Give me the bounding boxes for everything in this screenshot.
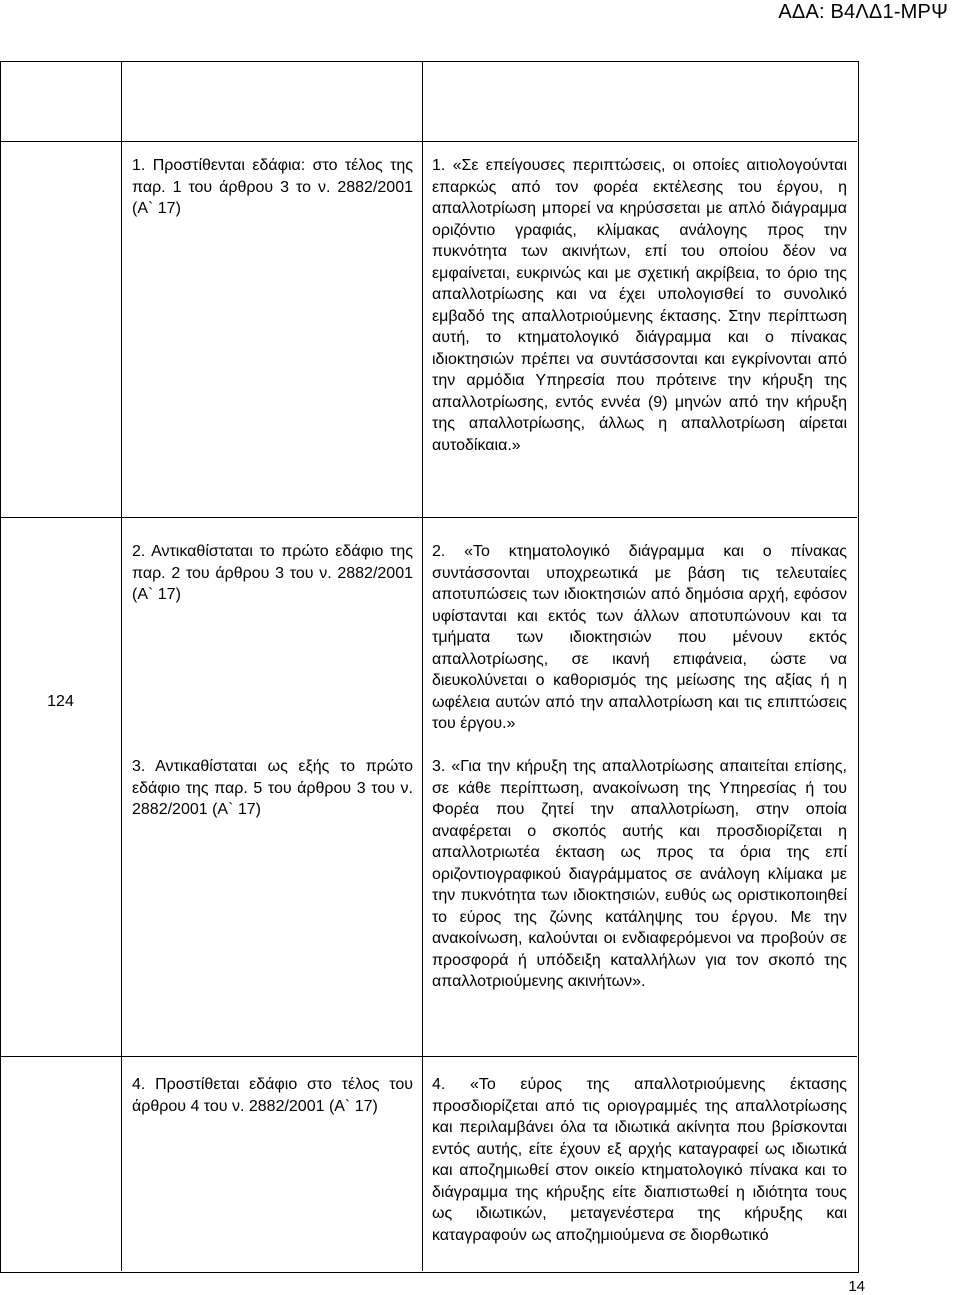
column-divider-2	[422, 61, 423, 1271]
row-divider	[0, 517, 857, 518]
amendment-3-text: 3. «Για την κήρυξη της απαλλοτρίωσης απαιτείται επίσης, σε κάθε περίπτωση, ανακοίνωση της Υπηρεσίας ή του Φορέα που ζητεί την απαλλοτρίωση, στην οποία αναφέρεται ο σκοπός αυτής και προσδιορίζεται η απαλλοτριωτέα έκταση ως προς τα όρια της επί οριζοντιογραφικού διαγράμματος σε ανάλογη κλίμακα με την πυκνότητα των ιδιοκτησιών, ευθύς ως οριστικοποιηθεί το εύρος της ζώνης κατάληψης του έργου. Με την ανακοίνωση, καλούνται οι ενδιαφερόμενοι να προβούν σε προσφορά ή υπόδειξη καταλλήλων για τον σκοπό της απαλλοτριούμενης ακινήτων».	[432, 758, 847, 990]
document-ada-code: ΑΔΑ: Β4ΛΔ1-ΜΡΨ	[778, 1, 948, 23]
row-number: 124	[47, 693, 74, 710]
amendment-4-text: 4. «Το εύρος της απαλλοτριούμενης έκτασης προσδιορίζεται από τις οριογραμμές της απαλλοτρίωσης και περιλαμβάνει όλα τα ιδιωτικά ακίνητα που βρίσκονται εντός αυτής, είτε έχουν εξ αρχής καταγραφεί ως ιδιωτικά και αποζημιωθεί στον οικείο κτηματολογικό πίνακα και το διάγραμμα της κήρυξης είτε διαπιστωθεί η ιδιότητα τους ως ιδιωτικών, μεταγενέστερα της κήρυξης και καταγραφούν ως αποζημιούμενα σε διορθωτικό	[432, 1076, 847, 1244]
amendment-2-description: 2. Αντικαθίσταται το πρώτο εδάφιο της παρ. 2 του άρθρου 3 του ν. 2882/2001 (Α` 17)	[132, 543, 413, 603]
amendment-2-text: 2. «Το κτηματολογικό διάγραμμα και ο πίνακας συντάσσονται υποχρεωτικά με βάση τις τελευταίες αποτυπώσεις των ιδιοκτησιών από δημόσια αρχή, εφόσον υφίστανται και εκτός των άλλων αποτυπώνουν και τα τμήματα των ιδιοκτησιών που μένουν εκτός απαλλοτρίωσης, σε ικανή επιφάνεια, ώστε να διευκολύνεται ο καθορισμός της μείωσης της αξίας ή η ωφέλεια αυτών από την απαλλοτρίωση και τις επιπτώσεις του έργου.»	[432, 543, 847, 732]
amendment-1-text: 1. «Σε επείγουσες περιπτώσεις, οι οποίες αιτιολογούνται επαρκώς από τον φορέα εκτέλεσης του έργου, η απαλλοτρίωση μπορεί να κηρύσσεται με απλό διάγραμμα οριζόντιο γραφιάς, κλίμακας ανάλογης προς την πυκνότητα των ακινήτων, επί του οποίου δέον να εμφαίνεται, ευκρινώς και με σχετική ακρίβεια, το όριο της απαλλοτρίωσης και να έχει υπολογισθεί το συνολικό εμβαδό της απαλλοτριούμενης έκτασης. Στην περίπτωση αυτή, το κτηματολογικό διάγραμμα και ο πίνακας ιδιοκτησιών πρέπει να συντάσσονται και εγκρίνονται από την αρμόδια Υπηρεσία που πρότεινε την κήρυξη της απαλλοτρίωσης, εντός εννέα (9) μηνών από την κήρυξη της απαλλοτρίωσης, άλλως η απαλλοτρίωση αίρεται αυτοδίκαια.»	[432, 157, 847, 454]
page-number: 14	[848, 1278, 865, 1295]
amendment-3-description: 3. Αντικαθίσταται ως εξής το πρώτο εδάφιο της παρ. 5 του άρθρου 3 του ν. 2882/2001 (Α` 17)	[132, 758, 413, 818]
row-divider	[0, 1056, 857, 1057]
amendment-4-description: 4. Προστίθεται εδάφιο στο τέλος του άρθρου 4 του ν. 2882/2001 (Α` 17)	[132, 1076, 413, 1115]
amendment-1-description: 1. Προστίθενται εδάφια: στο τέλος της παρ. 1 του άρθρου 3 το ν. 2882/2001 (Α` 17)	[132, 157, 413, 217]
row-divider	[0, 141, 857, 142]
column-divider-1	[121, 61, 122, 1271]
